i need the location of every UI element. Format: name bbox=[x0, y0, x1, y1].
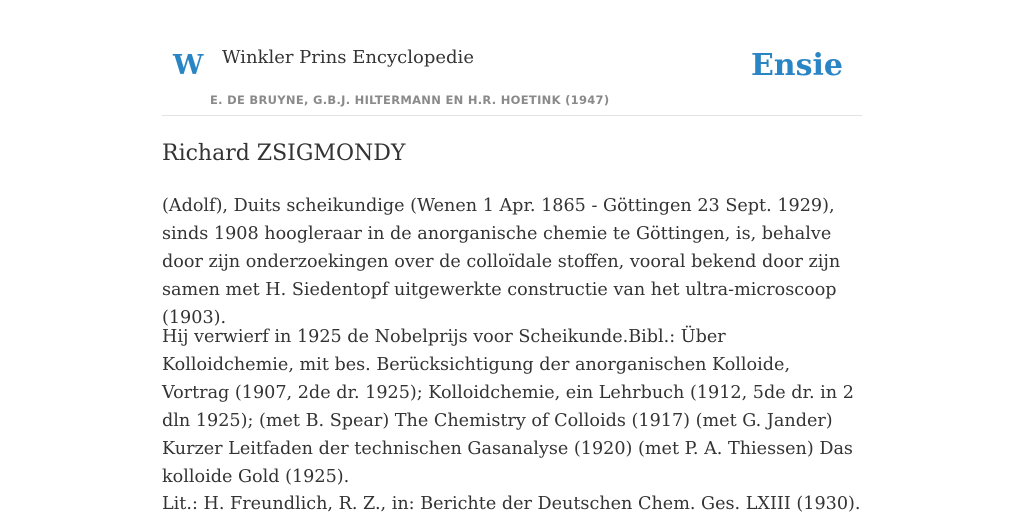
article-paragraph: Hij verwierf in 1925 de Nobelprijs voor Scheikunde.Bibl.: Über Kolloidchemie, mit bes. Berücksichtigung der anorganischen Kolloide, Vortrag (1907, 2de dr. 1925); Kolloidchemie, ein Lehrbuch (1912, 5de dr. in 2 dln 1925); (met B. Spear) The Chemistry of Colloids (1917) (met G. Jander) Kurzer Leitfaden der technischen Gasanalyse (1920) (met P. A. Thiessen) Das kolloide Gold (1925). bbox=[162, 327, 854, 487]
site-header bbox=[162, 0, 862, 116]
winkler-prins-logo[interactable]: W bbox=[173, 50, 204, 81]
article-paragraph: (Adolf), Duits scheikundige (Wenen 1 Apr. 1865 - Göttingen 23 Sept. 1929), sinds 1908 hoogleraar in de anorganische chemie te Göttingen, is, behalve door zijn onderzoekingen over de colloïdale stoffen, vooral bekend door zijn samen met H. Siedentopf uitgewerkte constructie van het ultra-microscoop (1903). bbox=[162, 196, 841, 328]
article-title: Richard ZSIGMONDY bbox=[162, 141, 406, 166]
ensie-logo-link[interactable]: Ensie bbox=[750, 48, 843, 83]
source-authors: E. DE BRUYNE, G.B.J. HILTERMANN EN H.R. HOETINK (1947) bbox=[210, 93, 610, 107]
site-title[interactable]: Winkler Prins Encyclopedie bbox=[222, 47, 474, 68]
article-paragraph: Lit.: H. Freundlich, R. Z., in: Berichte der Deutschen Chem. Ges. LXIII (1930). bbox=[162, 494, 861, 512]
